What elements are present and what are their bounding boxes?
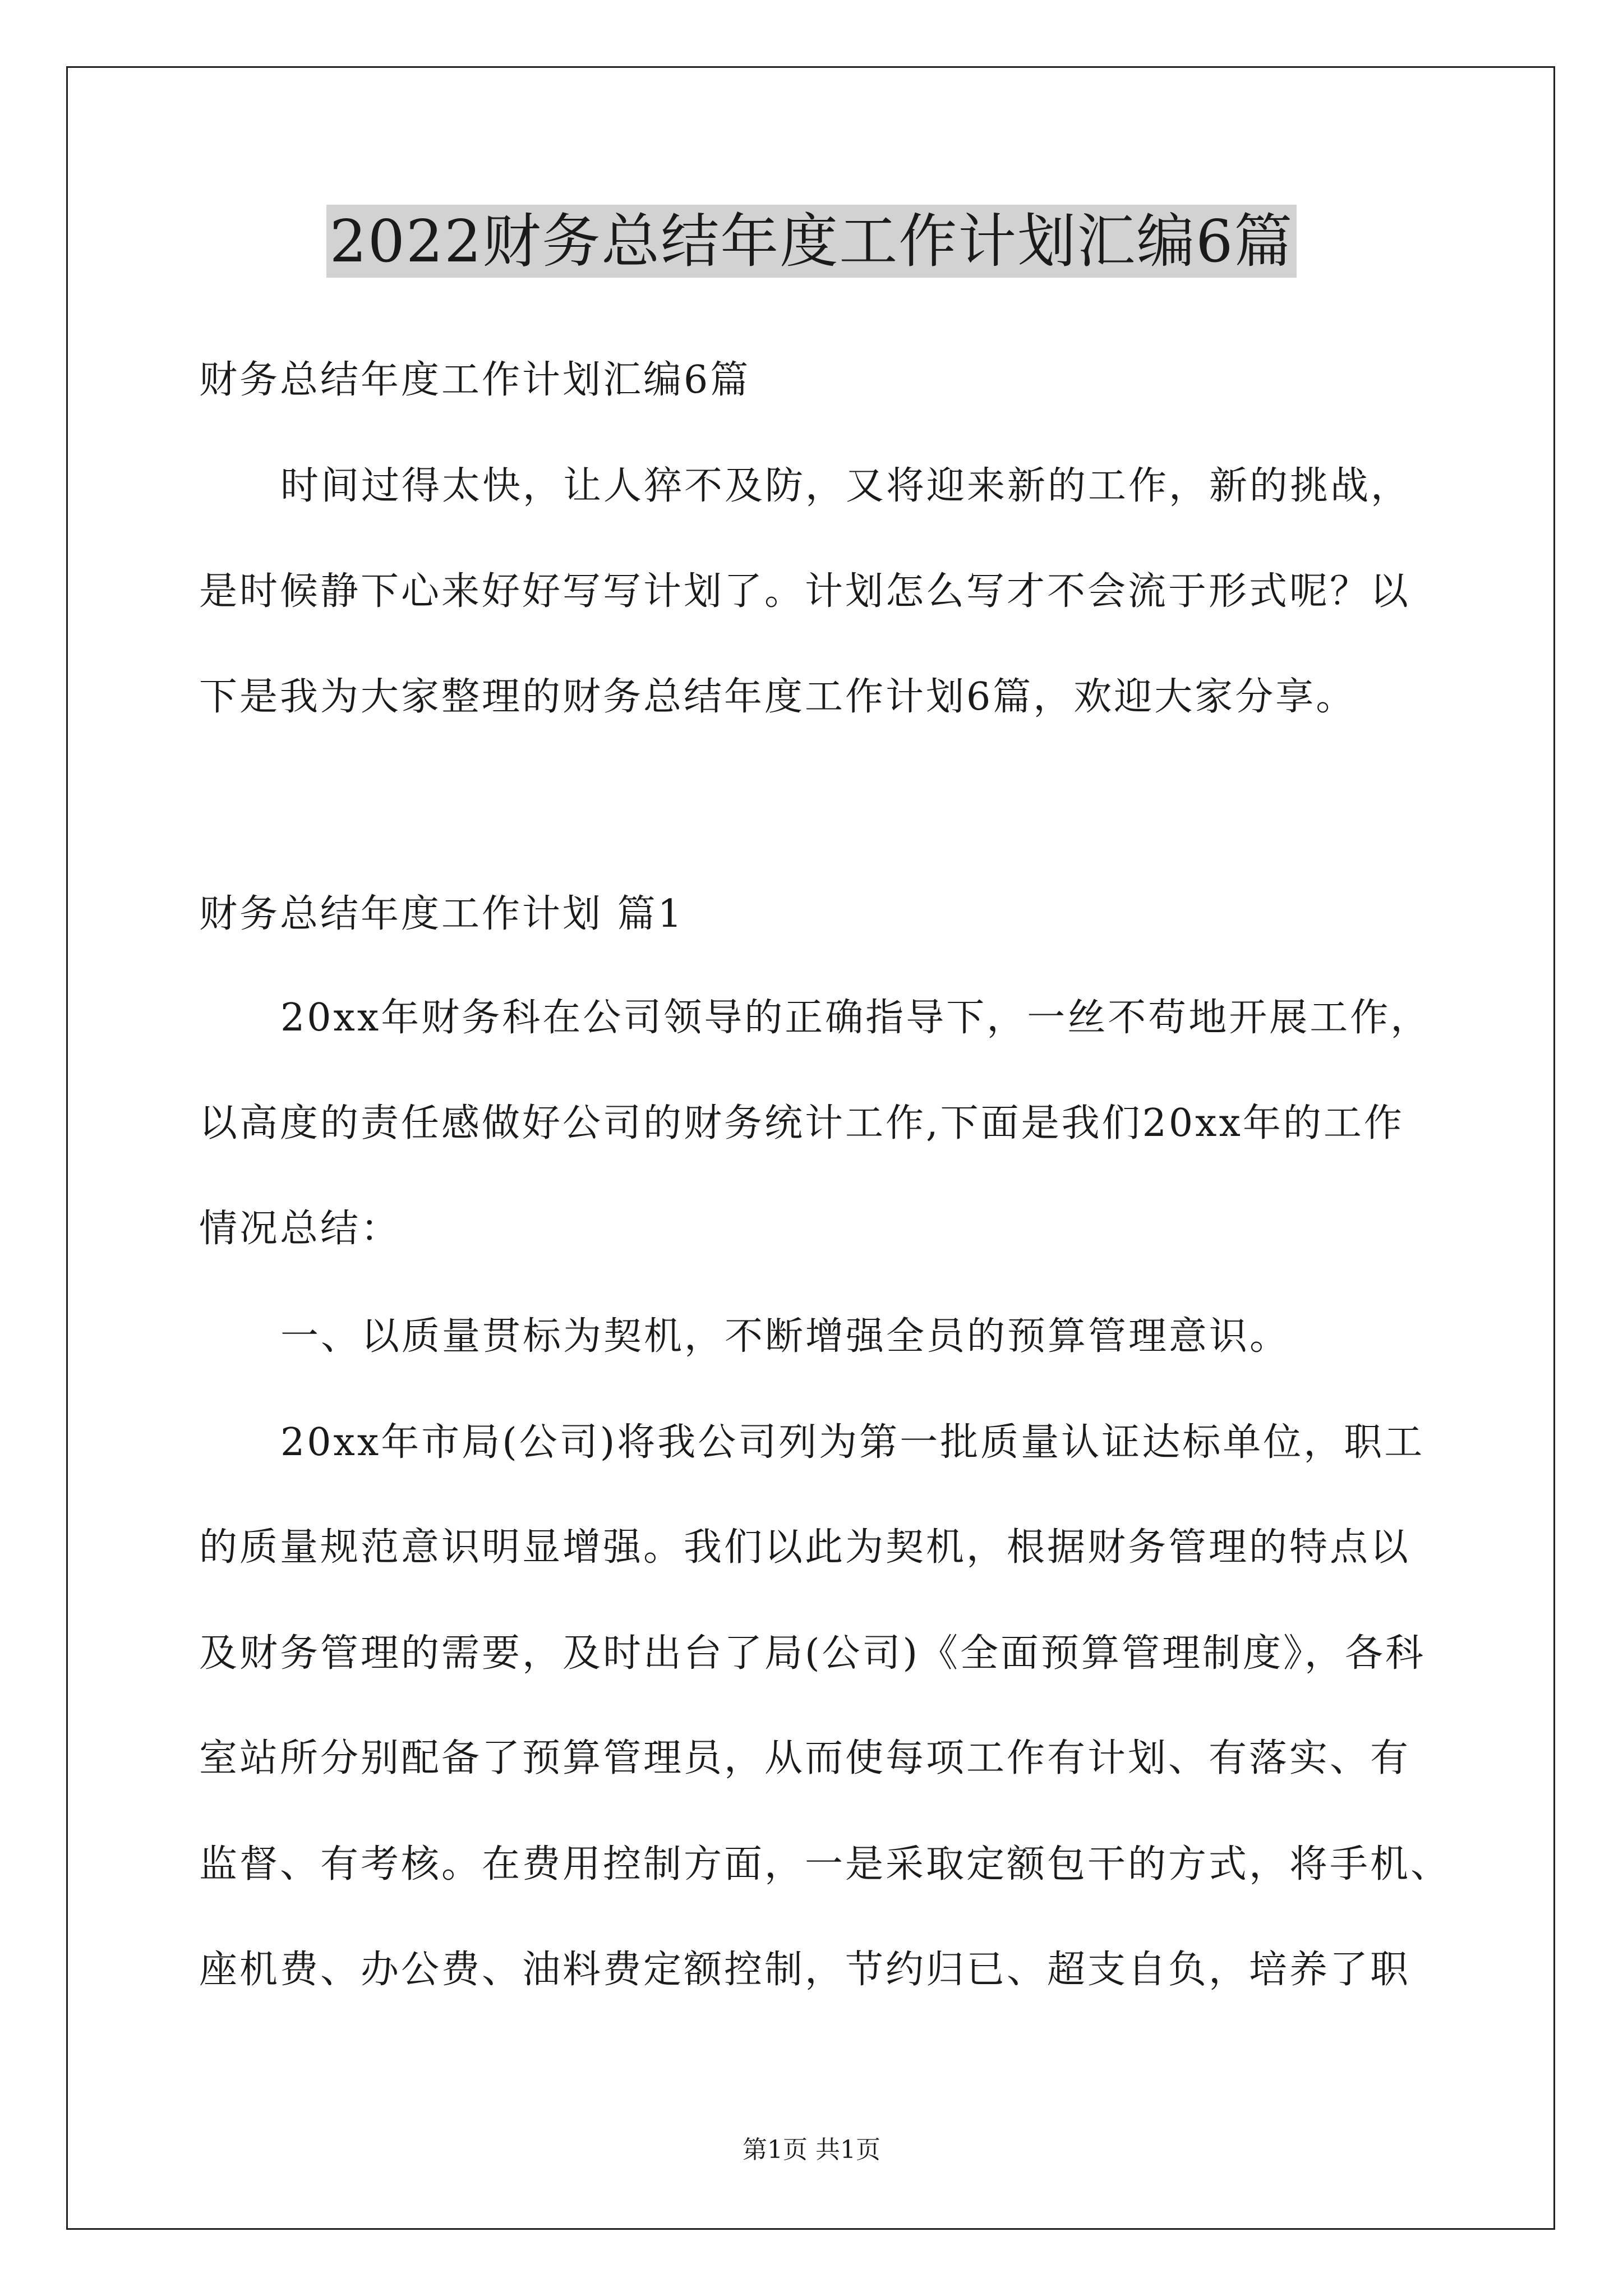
- para2-line-1: 20xx年市局(公司)将我公司列为第一批质量认证达标单位，职工: [280, 1420, 1425, 1465]
- para2-line-4: 室站所分别配备了预算管理员，从而使每项工作有计划、有落实、有: [199, 1736, 1411, 1780]
- section-heading: 财务总结年度工作计划 篇1: [199, 892, 684, 936]
- intro-line-1: 时间过得太快，让人猝不及防，又将迎来新的工作，新的挑战，: [280, 464, 1412, 508]
- para2-line-3: 及财务管理的需要，及时出台了局(公司)《全面预算管理制度》，各科: [199, 1631, 1426, 1676]
- intro-line-3: 下是我为大家整理的财务总结年度工作计划6篇，欢迎大家分享。: [199, 675, 1357, 719]
- para1-line-3: 情况总结：: [199, 1207, 402, 1251]
- document-title: 2022财务总结年度工作计划汇编6篇: [326, 205, 1297, 278]
- para2-line-6: 座机费、办公费、油料费定额控制，节约归已、超支自负，培养了职: [199, 1948, 1411, 1992]
- intro-line-2: 是时候静下心来好好写写计划了。计划怎么写才不会流于形式呢？以: [199, 569, 1411, 614]
- para1-line-2: 以高度的责任感做好公司的财务统计工作,下面是我们20xx年的工作: [199, 1101, 1404, 1145]
- para1-line-1: 20xx年财务科在公司领导的正确指导下，一丝不苟地开展工作，: [280, 996, 1431, 1040]
- page-footer: 第1页 共1页: [743, 2136, 880, 2164]
- point-1: 一、以质量贯标为契机，不断增强全员的预算管理意识。: [280, 1314, 1290, 1359]
- title-block: [0, 205, 1623, 278]
- para2-line-5: 监督、有考核。在费用控制方面，一是采取定额包干的方式，将手机、: [199, 1842, 1451, 1887]
- document-subtitle: 财务总结年度工作计划汇编6篇: [199, 358, 751, 402]
- para2-line-2: 的质量规范意识明显增强。我们以此为契机，根据财务管理的特点以: [199, 1525, 1411, 1570]
